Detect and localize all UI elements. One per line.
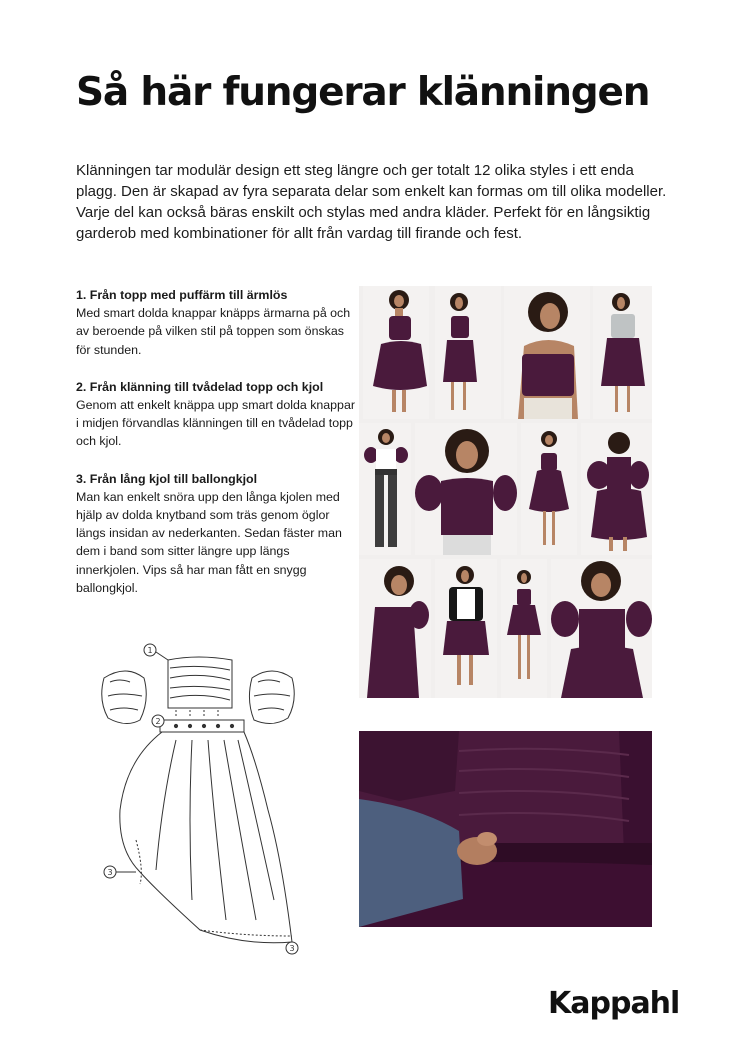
section-two-piece	[76, 378, 356, 451]
outfit-photo	[359, 559, 431, 698]
marker-3-hem	[104, 866, 136, 878]
skirt	[120, 732, 292, 943]
closeup-photo	[359, 731, 652, 927]
section-body: Med smart dolda knappar knäpps ärmarna på och av beroende på vilken stil på toppen som önskas för stunden.	[76, 306, 351, 357]
outfit-photo	[435, 286, 501, 419]
puff-sleeve-left	[102, 671, 147, 724]
marker-label: 1	[147, 646, 153, 655]
button-guides	[176, 710, 218, 718]
outfit-photo	[501, 559, 547, 698]
marker-1	[144, 644, 168, 660]
section-body: Man kan enkelt snöra upp den långa kjolen med hjälp av dolda knytband som träs genom öglor längs insidan av nederkanten. Sedan fäster man dem i band som sitter längre upp längs innerkjolen. Vips så har man fått en snygg ballongkjol.	[76, 489, 342, 595]
outfit-photo	[551, 559, 652, 698]
section-title: 2. Från klänning till tvådelad topp och kjol	[76, 379, 324, 394]
outfit-photo	[415, 423, 517, 555]
outfit-photo-grid	[359, 286, 652, 698]
section-title: 1. Från topp med puffärm till ärmlös	[76, 288, 288, 302]
kappahl-logo: Kappahl	[548, 986, 680, 1021]
outfit-photo	[363, 286, 429, 419]
outfit-photo	[521, 423, 577, 555]
intro-paragraph: Klänningen tar modulär design ett steg längre och ger totalt 12 olika styles i ett enda plagg. Den är skapad av fyra separata delar som enkelt kan formas om till olika modeller. Varje del kan också bäras enskilt och stylas med andra kläder. Perfekt för en långsiktig garderob med kombinationer för allt från vardag till firande och fest.	[76, 162, 667, 242]
page-title: Så här fungerar klänningen	[76, 70, 650, 115]
outfit-photo	[359, 423, 411, 555]
section-balloon-skirt	[76, 470, 356, 597]
section-title: 3. Från lång kjol till ballongkjol	[76, 471, 258, 486]
section-body: Genom att enkelt knäppa upp smart dolda knappar i midjen förvandlas klänningen till en tvådelad topp och kjol.	[76, 398, 355, 449]
style-sections	[76, 286, 356, 616]
outfit-photo	[593, 286, 652, 419]
outfit-photo	[581, 423, 652, 555]
outfit-photo	[435, 559, 497, 698]
marker-label: 2	[155, 717, 161, 726]
dress-line-drawing	[96, 640, 306, 960]
bodice	[168, 657, 232, 708]
marker-label: 3	[107, 868, 113, 877]
marker-2	[152, 715, 164, 727]
outfit-photo	[504, 286, 590, 419]
waistband	[160, 720, 244, 732]
puff-sleeve-right	[249, 671, 294, 724]
section-sleeves	[76, 286, 356, 359]
marker-3-bottom	[286, 942, 298, 954]
marker-label: 3	[289, 944, 295, 953]
